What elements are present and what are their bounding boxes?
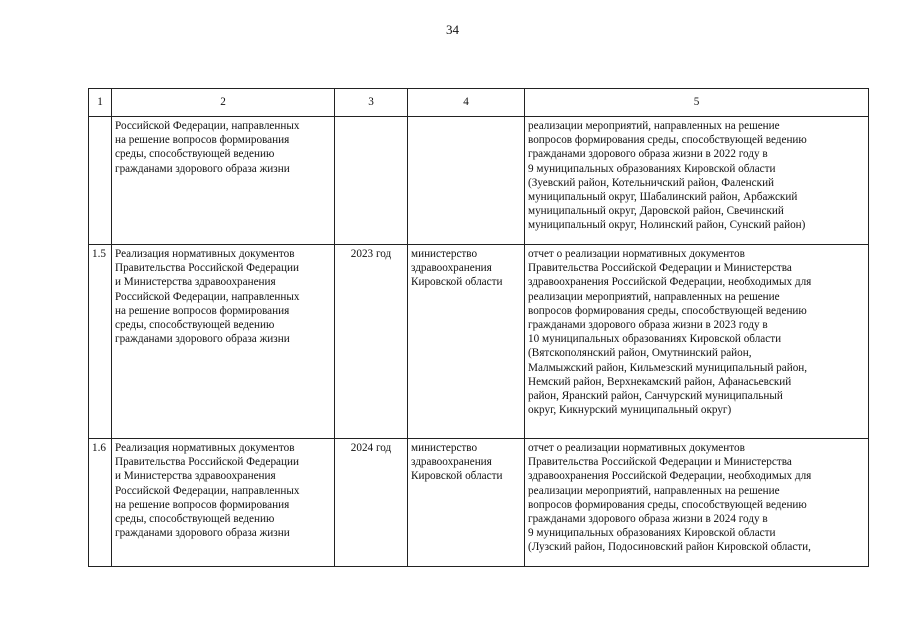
responsible: министерство здравоохранения Кировской области xyxy=(408,245,525,439)
table-row xyxy=(89,117,869,245)
header-cell: 2 xyxy=(112,89,335,117)
responsible xyxy=(408,117,525,245)
table-row xyxy=(89,439,869,567)
expected-result: отчет о реализации нормативных документов Правительства Российской Федерации и Министерства здравоохранения Российской Федерации, необходимых для реализации мероприятий, направленных на решение вопросов формирования среды, способствующей ведению гражданами здорового образа жизни в 2024 году в 9 муниципальных образованиях Кировской области (Лузский район, Подосиновский район Кировской области, xyxy=(525,439,869,567)
expected-result: реализации мероприятий, направленных на решение вопросов формирования среды, способствующей ведению гражданами здорового образа жизни в 2022 году в 9 муниципальных образованиях Кировской области (Зуевский район, Котельничский район, Фаленский муниципальный округ, Шабалинский район, Арбажский муниципальный округ, Даровской район, Свечинский муниципальный округ, Нолинский район, Сунский район) xyxy=(525,117,869,245)
measure-name: Российской Федерации, направленных на решение вопросов формирования среды, способствующей ведению гражданами здорового образа жизни xyxy=(112,117,335,245)
header-cell: 1 xyxy=(89,89,112,117)
table-header-row xyxy=(89,89,869,117)
deadline: 2024 год xyxy=(335,439,408,567)
deadline xyxy=(335,117,408,245)
header-cell: 5 xyxy=(525,89,869,117)
header-cell: 3 xyxy=(335,89,408,117)
table-row xyxy=(89,245,869,439)
header-cell: 4 xyxy=(408,89,525,117)
row-number xyxy=(89,117,112,245)
measure-name: Реализация нормативных документов Правительства Российской Федерации и Министерства здравоохранения Российской Федерации, направленных на решение вопросов формирования среды, способствующей ведению гражданами здорового образа жизни xyxy=(112,439,335,567)
measures-table xyxy=(88,88,869,567)
row-number: 1.6 xyxy=(89,439,112,567)
row-number: 1.5 xyxy=(89,245,112,439)
measure-name: Реализация нормативных документов Правительства Российской Федерации и Министерства здравоохранения Российской Федерации, направленных на решение вопросов формирования среды, способствующей ведению гражданами здорового образа жизни xyxy=(112,245,335,439)
expected-result: отчет о реализации нормативных документов Правительства Российской Федерации и Министерства здравоохранения Российской Федерации, необходимых для реализации мероприятий, направленных на решение вопросов формирования среды, способствующей ведению гражданами здорового образа жизни в 2023 году в 10 муниципальных образованиях Кировской области (Вятскополянский район, Омутнинский район, Малмыжский район, Кильмезский муниципальный район, Немский район, Верхнекамский район, Афанасьевский район, Яранский район, Санчурский муниципальный округ, Кикнурский муниципальный округ) xyxy=(525,245,869,439)
deadline: 2023 год xyxy=(335,245,408,439)
responsible: министерство здравоохранения Кировской области xyxy=(408,439,525,567)
page-number: 34 xyxy=(446,22,459,37)
